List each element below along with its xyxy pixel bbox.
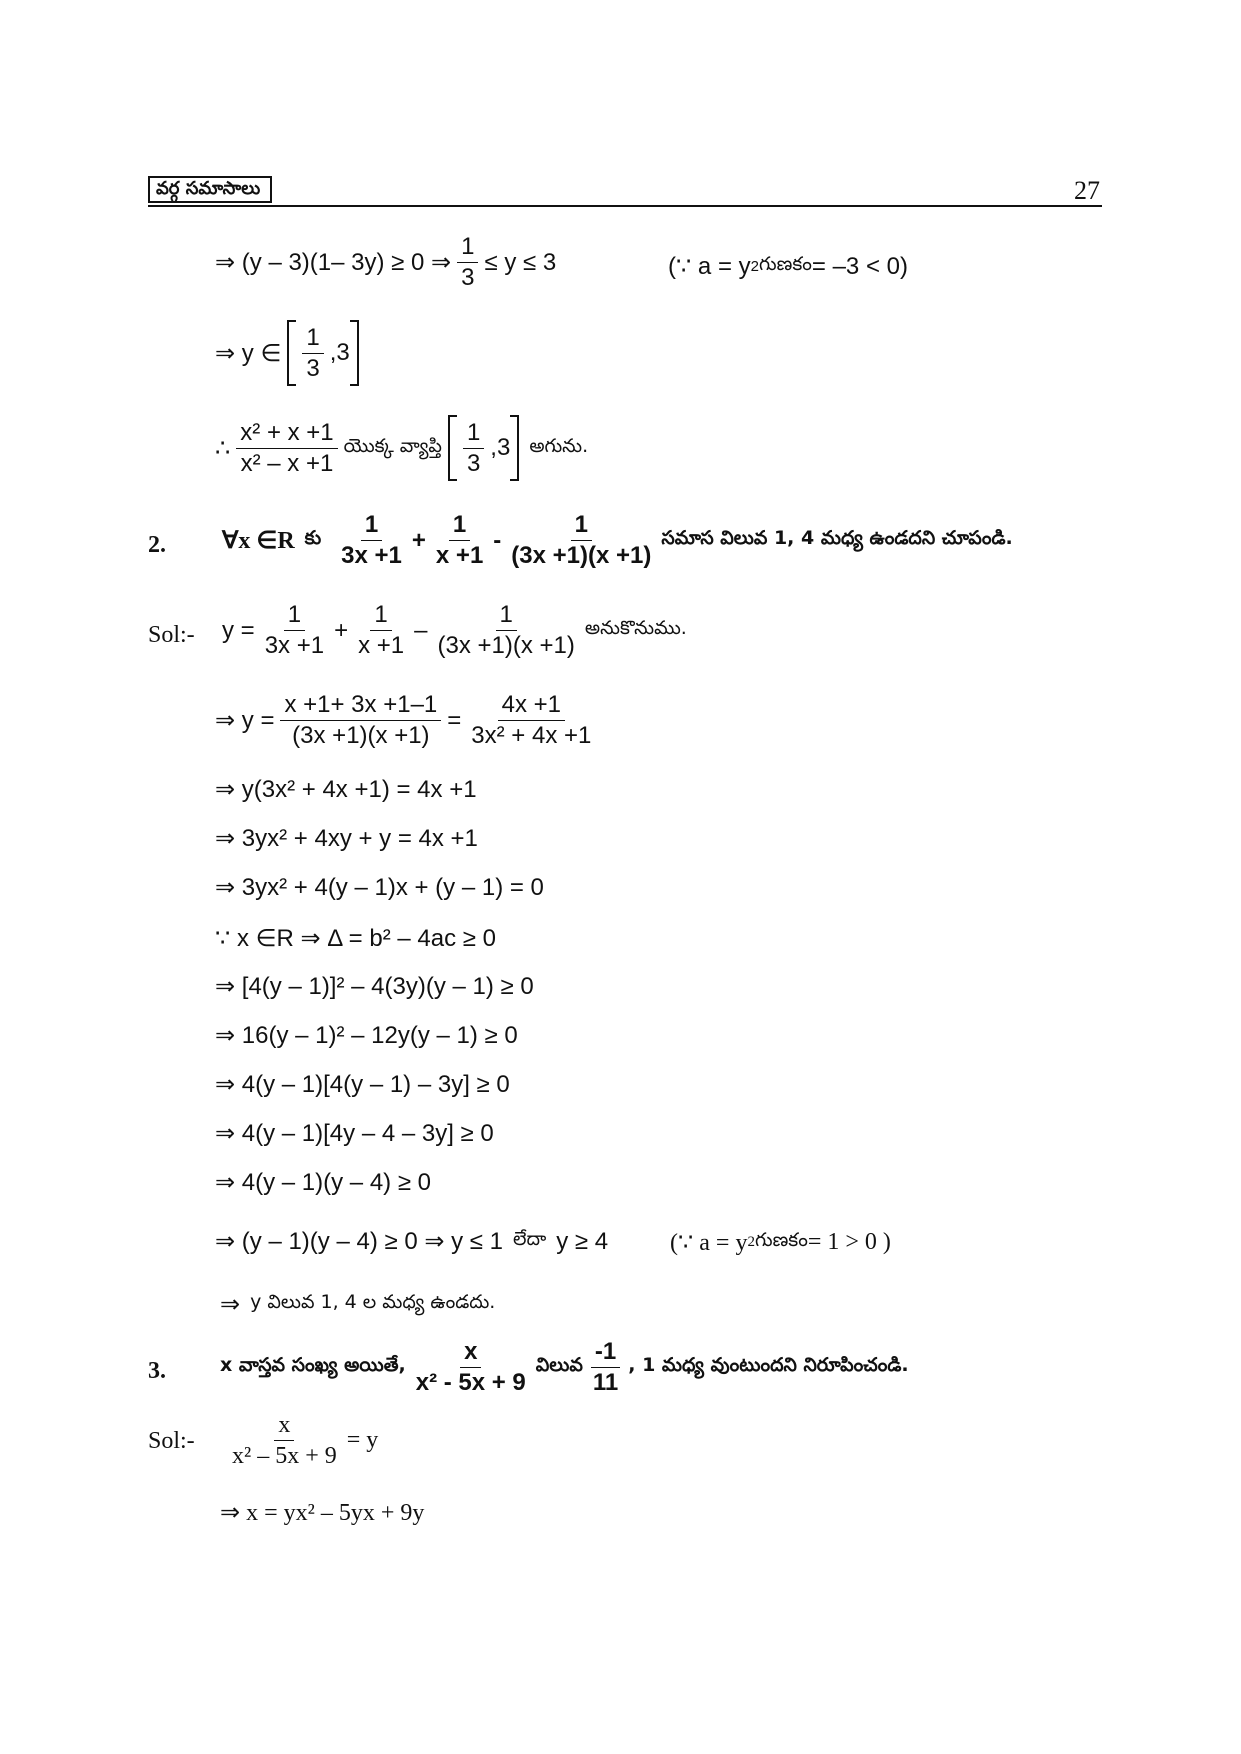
- step-line: ∵ x ∈R ⇒ Δ = b² – 4ac ≥ 0: [215, 925, 496, 952]
- step-line: ⇒ (y – 3)(1– 3y) ≥ 0 ⇒ $\frac{1}{3}$ ≤ y ≤ 3: [215, 233, 557, 291]
- step-line: ⇒ y విలువ 1, 4 ల మధ్య ఉండదు.: [220, 1291, 496, 1318]
- fraction: $\frac{1}{3}$: [457, 232, 478, 293]
- step-line: ⇒ 3yx² + 4(y – 1)x + (y – 1) = 0: [215, 874, 544, 901]
- step-line: ⇒ (y – 1)(y – 4) ≥ 0 ⇒ y ≤ 1 లేదా y ≥ 4: [215, 1227, 609, 1255]
- solution-label: Sol:-: [148, 1428, 195, 1454]
- step-line: ⇒ 4(y – 1)(y – 4) ≥ 0: [215, 1169, 432, 1196]
- step-line: ⇒ 16(y – 1)² – 12y(y – 1) ≥ 0: [215, 1022, 518, 1049]
- fraction: $\frac{x}{\text{x² – 5x + 9}}$: [232, 1412, 337, 1469]
- step-line: ⇒ y(3x² + 4x +1) = 4x +1: [215, 776, 477, 803]
- step-line: ⇒ 3yx² + 4xy + y = 4x +1: [215, 825, 478, 852]
- page-number: 27: [1074, 176, 1100, 205]
- fraction: $\frac{\text{x² + x +1}}{\text{x² – x +1}}$: [236, 418, 337, 479]
- fraction: $\frac{1}{3x +1}$: [341, 511, 402, 569]
- step-line: ∴ $\frac{\text{x² + x +1}}{\text{x² – x +1}}$ యొక్క వ్యాప్తి $\frac{1}{3}$ ,3 అగును.: [215, 415, 588, 481]
- interval: $\frac{1}{3}$ ,3: [448, 415, 519, 481]
- step-line: $\frac{x}{\text{x² – 5x + 9}}$ = y: [222, 1410, 378, 1471]
- question-text: ∀x ∈R కు $\frac{1}{3x +1}$ + $\frac{1}{x +1}$ - $\frac{1}{(3x +1)(x +1)}$ సమాస విలువ 1, 4 మధ్య ఉండదని చూపండి.: [222, 511, 1013, 569]
- side-note: (∵ a = y 2 గుణకం = 1 > 0 ): [670, 1229, 891, 1256]
- chapter-title: వర్గ సమాసాలు: [148, 176, 272, 203]
- fraction: $\frac{1}{(3x +1)(x +1)}$: [511, 511, 652, 569]
- fraction: $\frac{1}{3x +1}$: [264, 601, 325, 659]
- step-line: ⇒ 4(y – 1)[4y – 4 – 3y] ≥ 0: [215, 1120, 494, 1147]
- fraction: $\frac{1}{(3x +1)(x +1)}$: [437, 601, 575, 659]
- side-note: (∵ a = y 2 గుణకం = –3 < 0): [668, 252, 908, 280]
- step-line: ⇒ y = $\frac{x +1+ 3x +1-1}{(3x +1)(x +1)}$ = $\frac{4x +1}{\text{3x² + 4x +1}}$: [215, 690, 601, 751]
- interval: $\frac{1}{3}$ ,3: [287, 320, 358, 386]
- page-header: [148, 172, 1102, 207]
- fraction: $\frac{1}{3}$: [463, 418, 484, 479]
- step-line: ⇒ y ∈ $\frac{1}{3}$ ,3: [215, 320, 359, 386]
- fraction: $\frac{x}{\text{x² - 5x + 9}}$: [415, 1338, 526, 1396]
- step-line: ⇒ 4(y – 1)[4(y – 1) – 3y] ≥ 0: [215, 1071, 510, 1098]
- fraction: $\frac{x +1+ 3x +1-1}{(3x +1)(x +1)}$: [280, 690, 441, 751]
- fraction: $\frac{1}{x +1}$: [358, 601, 405, 659]
- step-line: ⇒ x = yx² – 5yx + 9y: [220, 1500, 425, 1526]
- fraction: $\frac{-1}{11}$: [592, 1338, 619, 1396]
- question-text: x వాస్తవ సంఖ్య అయితే, $\frac{x}{\text{x² - 5x + 9}}$ విలువ $\frac{-1}{11}$ , 1 మధ్య వుంటుందని నిరూపించండి.: [220, 1338, 909, 1396]
- solution-label: Sol:-: [148, 622, 195, 648]
- fraction: $\frac{1}{3}$: [302, 323, 323, 384]
- question-number: 2.: [148, 532, 166, 558]
- step-line: y = $\frac{1}{3x +1}$ + $\frac{1}{x +1}$ – $\frac{1}{(3x +1)(x +1)}$ అనుకొనుము.: [222, 601, 687, 659]
- question-number: 3.: [148, 1358, 166, 1384]
- step-line: ⇒ [4(y – 1)]² – 4(3y)(y – 1) ≥ 0: [215, 973, 534, 1000]
- fraction: $\frac{4x +1}{\text{3x² + 4x +1}}$: [471, 691, 592, 749]
- fraction: $\frac{1}{x +1}$: [435, 511, 484, 569]
